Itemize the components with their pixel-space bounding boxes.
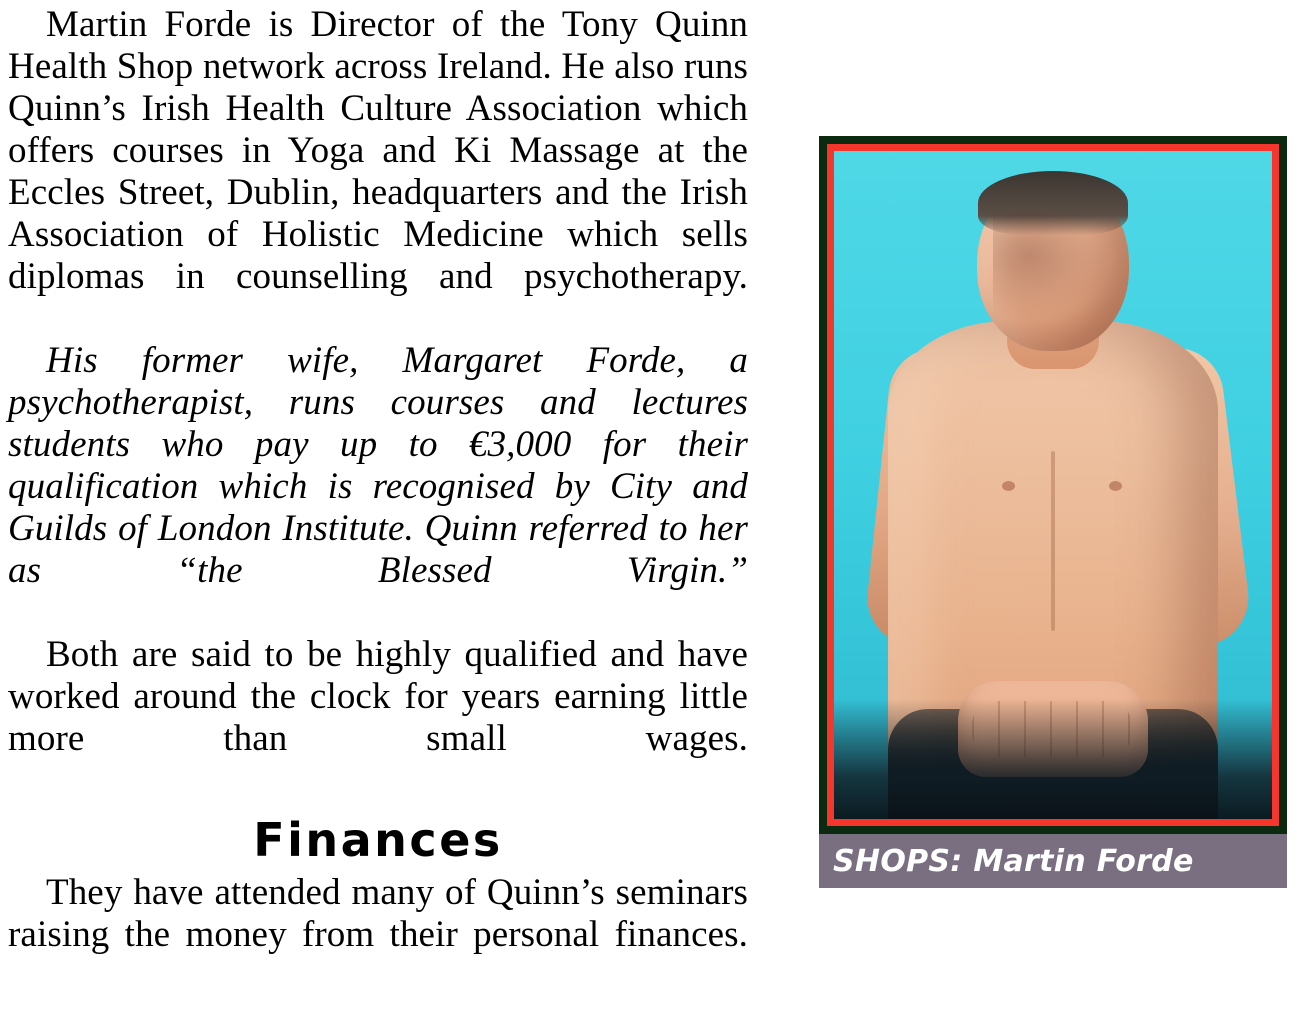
photo-bottom-shadow	[834, 699, 1272, 819]
article-text-column	[8, 4, 748, 998]
paragraph-2: His former wife, Margaret Forde, a psychotherapist, runs courses and lectures students who pay up to €3,000 for their qualification which is recognised by City and Guilds of London Institute. Quinn referred to her as “the Blessed Virgin.”	[8, 340, 748, 591]
paragraph-1: Martin Forde is Director of the Tony Quinn Health Shop network across Ireland. He also runs Quinn’s Irish Health Culture Association which offers courses in Yoga and Ki Massage at the Eccles Street, Dublin, headquarters and the Irish Association of Holistic Medicine which sells diplomas in counselling and psychotherapy.	[8, 4, 748, 297]
figure-face-shading	[993, 211, 1113, 321]
photo-image	[834, 151, 1272, 819]
photo-outer-border	[819, 136, 1287, 834]
figure-chest-detail-left	[1002, 481, 1015, 491]
paragraph-4: They have attended many of Quinn’s seminars raising the money from their personal finances.	[8, 872, 748, 955]
photo-frame	[827, 144, 1279, 826]
figure-chest-detail-right	[1109, 481, 1122, 491]
photo-block	[819, 136, 1287, 888]
photo-caption-text: SHOPS: Martin Forde	[833, 843, 1194, 879]
paragraph-3: Both are said to be highly qualified and have worked around the clock for years earning little more than small wages.	[8, 634, 748, 759]
figure-sternum-line	[1051, 451, 1055, 631]
photo-caption-bar	[819, 834, 1287, 888]
section-subhead: Finances	[253, 813, 503, 867]
